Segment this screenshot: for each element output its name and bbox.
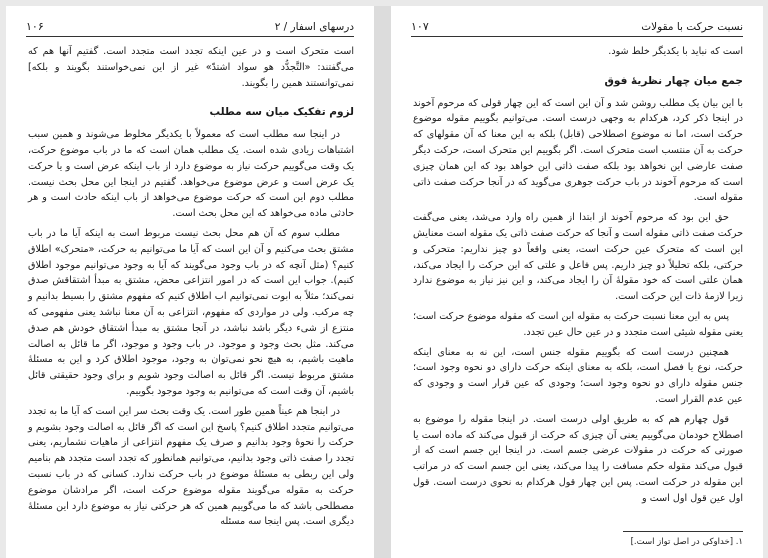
right-paragraph-2: حق این بود که مرحوم آخوند از ابتدا از همین راه وارد می‌شد، یعنی می‌گفت حرکت صفت ذاتی مقوله است و آنجا که حرکت صفت ذاتی یک مقوله است معنایش این است که متحرک عین حرکت است، یعنی واقعاً دو چیز نداریم: متحرکی و حرکتی، بلکه تحلیلاً دو چیز داریم. پس فاعل و علتی که این حرکت را ایجاد می‌کند، همان علتی است که خود مقولهٔ آن را ایجاد می‌کند، و این نیز نیاز به موضوع ندارد زیرا لازمهٔ ذات این حرکت است. [413,212,743,303]
right-running-title: نسبت حرکت با مقولات [641,21,743,33]
footnote: ۱. [خداوکی در اصل تواز است.] [630,537,743,547]
footnote-separator [623,531,743,532]
right-first-line: است که نباید با یکدیگر خلط شود. [608,46,743,57]
right-page [391,6,763,558]
right-paragraph-1: با این بیان یک مطلب روشن شد و آن این است که این چهار قولی که مرحوم آخوند در اینجا ذکر کرد، هرکدام به وجهی درست است. می‌توانیم بگوییم مقوله موضوع حرکت است، اما نه موضوع اصطلاحی (قابل) بلکه به این معنا که آن مقولهای که حرکت به آن منتسب است متحرک است. اگر بگوییم این متحرک است، حرکت دیگر صفت عارضی این نخواهد بود بلکه صفت ذاتی این خواهد بود که این همان چیزی است که مرحوم آخوند در باب حرکت جوهری می‌گوید که در آنجا حرکت صفت ذاتی مقوله است. [413,97,743,204]
left-page-number: ۱۰۶ [26,20,44,33]
left-page [6,6,374,558]
left-paragraph-2: در اینجا سه مطلب است که معمولاً با یکدیگر مخلوط می‌شوند و همین سبب اشتباهات زیادی شده است. یک مطلب همان است که ما در باب موضوع حرکت، یک وقت می‌گوییم حرکت نیاز به موضوع دارد از باب اینکه عرض است و یا حرکت یک عرض است و عرض موضوع می‌خواهد. گفتیم در اینجا این محل بحث نیست. مطلب دوم این است که حرکت موضوع می‌خواهد از باب اینکه حادث است و هر حادثی ماده می‌خواهد که این محل بحث است. [28,129,354,220]
right-body [413,44,743,511]
left-page-header [26,20,354,37]
right-paragraph-5: قول چهارم هم که به طریق اولی درست است. در اینجا مقوله را موضوع به اصطلاح خودمان می‌گوییم یعنی آن چیزی که حرکت از قبول می‌کند که ماده است یا صورتی که حرکت در مقولات عرضی جسم است. در اینجا این جسم است که از قبول می‌کند مقوله حکم مسافت را پیدا می‌کند، یعنی این جسم است که در مراتب این مقوله در حرکت است. پس این چهار قول هرکدام به نحوی درست است. قول اول عین قول اول است و [413,413,743,504]
book-gutter [374,6,391,558]
left-paragraph-3: مطلب سوم که آن هم محل بحث نیست مربوط است به اینکه آیا ما در باب مشتق بحث می‌کنیم و آن این است که آیا ما می‌توانیم به حرکت، «متحرک» اطلاق کنیم؟ (مثل آنچه که در باب وجود می‌گویند که آیا به وجود می‌توانیم موجود اطلاق کنیم). جواب این است که در امور انتزاعی محض، مشتق به مبدأ اشتقاقش صدق نمی‌کند؛ مثلاً به ابوت نمی‌توانیم اب اطلاق کنیم که مفهوم مشتق را بسیط بدانیم و چه مرکب. ولی در مواردی که مفهوم، انتزاعی به آن معنا نباشد یعنی مفهومی که منتزع از شیء دیگر باشد نباشد، در آنجا مشتق به مبدأ اشتقاق خودش هم صدق می‌کند. مثل بحث وجود و موجود. در باب وجود و موجود، اگر ما قائل به اصالت ماهیت باشیم، به هیچ نحو نمی‌توان به وجود، موجود اطلاق کرد و این به مسئلهٔ مشتق مربوط نیست. اگر قائل به اصالت وجود شویم و برای وجود حقیقتی قائل باشیم، آن وقت است که می‌توانیم به وجود موجود بگوییم. [28,227,354,397]
left-paragraph-1: است متحرک است و در عین اینکه تجدد است متجدد است. گفتیم آنها هم که می‌گفتند: «التَّجدُّد هو سواد اشتدّ» غیر از این نمی‌خواستند بگویند و بلکه] نمی‌توانستند همین را بگویند. [28,46,354,89]
left-body [28,44,354,534]
left-running-title: درسهای اسفار / ۲ [274,21,354,33]
right-paragraph-4: همچنین درست است که بگوییم مقوله جنس است، این نه به معنای اینکه حرکت، نوع یا فصل است، بلکه به معنای اینکه حرکت دارای دو نحوه وجود است؛ جنس مقوله دارای دو نحوه وجود است؛ وجودی که عین قرار است و وجودی که عین عدم القرار است. [413,346,743,405]
right-section-heading: جمع میان چهار نظریهٔ فوق [604,74,743,87]
right-paragraph-3: پس به این معنا نسبت حرکت به مقوله این است که مقوله موضوع حرکت است؛ یعنی مقوله شیئی است متجدد و در عین حال عین تجدد. [412,310,743,338]
right-page-number: ۱۰۷ [411,20,429,33]
left-paragraph-4: در اینجا هم عیناً همین طور است. یک وقت بحث سر این است که آیا ما به تجدد می‌توانیم متجدد اطلاق کنیم؟ پاسخ این است که اگر قائل به اصالت وجود بشویم و حرکت را نحوهٔ وجود بدانیم و صرف یک مفهوم انتزاعی از ماهیات نشماریم، یعنی تجدد را صفت ذاتی وجود بدانیم، می‌توانیم همانطور که تجدد است متجدد هم بنامیم ولی این ربطی به مسئلهٔ موضوع در باب حرکت ندارد. کسانی که در باب نسبت حرکت به مقوله می‌گویند مقوله موضوع حرکت است، اگر مرادشان موضوع مصطلحی باشد که ما می‌گوییم همین که هر حرکتی نیاز به موضوع دارد این مسئلهٔ دیگری است. پس اینجا سه مسئله [28,405,354,528]
right-page-header [411,20,743,37]
left-section-heading: لزوم تفکیک میان سه مطلب [209,106,354,119]
